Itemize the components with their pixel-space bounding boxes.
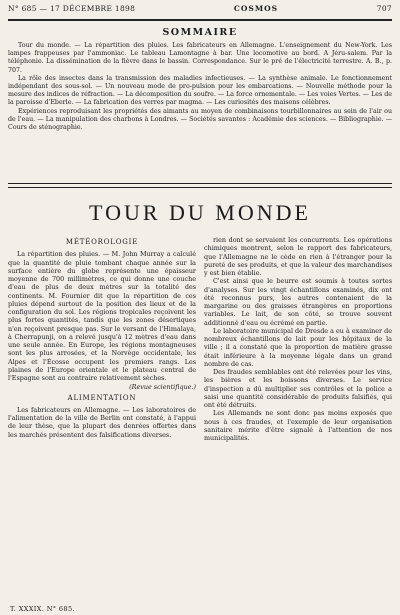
sommaire-title: SOMMAIRE: [162, 27, 238, 38]
right-column: [204, 236, 392, 442]
issue-date: — 17 DÉCEMBRE 1898: [39, 4, 136, 13]
article-paragraph: Des fraudes semblables ont été relevées pour les vins, les bières et les boissons diverses. Le service d'inspection a dû multiplier ses contrôles et la police a saisi une quantité considérable de produits falsifiés, qui ont été détruits.: [204, 368, 392, 409]
article-paragraph: C'est ainsi que le beurre est soumis à toutes sortes d'analyses. Sur les vingt échantillons examinés, dix ont été reconnus purs, les autres contenaient de la margarine ou des graisses étrangères en proportions variables. Le lait, de son côté, se trouve souvent additionné d'eau ou écrémé en partie.: [204, 277, 392, 327]
article-columns: [8, 236, 392, 442]
article-paragraph: Les Allemands ne sont donc pas moins exposés que nous à ces fraudes, et l'exemple de leur organisation sanitaire mérite d'être signalé à l'attention de nos municipalités.: [204, 409, 392, 442]
issue-number: N° 685: [8, 4, 37, 13]
journal-name: COSMOS: [233, 4, 279, 13]
article-paragraph: Le laboratoire municipal de Dresde a eu à examiner de nombreux échantillons de lait pour les hôpitaux de la ville ; il a constaté que la proportion de matière grasse était inférieure à la moyenne légale dans un grand nombre de cas.: [204, 326, 392, 368]
running-header: [8, 4, 392, 16]
subhead-alimentation: ALIMENTATION: [67, 393, 137, 402]
article-paragraph: La répartition des pluies. — M. John Murray a calculé que la quantité de pluie tombant chaque année sur la surface entière du globe représente une épaisseur moyenne de 700 millimètres, ce qui donne une couche d'eau de plus de deux mètres sur la totalité des continents. M. Fournier dit que la répartition de ces pluies dépend surtout de la position des lieux et de la configuration du sol. Les régions tropicales reçoivent les plus fortes quantités, tandis que les zones désertiques n'en reçoivent presque pas. Sur le versant de l'Himalaya, à Cherrapunji, on a relevé jusqu'à 12 mètres d'eau dans une seule année. En Europe, les régions montagneuses sont les plus arrosées, et la Norvège occidentale, les Alpes et l'Écosse occupent les premiers rangs. Les plaines de l'Europe orientale et le plateau central de l'Espagne sont au contraire relativement sèches.: [8, 250, 196, 382]
issue-number-date: [8, 4, 135, 13]
subhead-meteorologie: MÉTÉOROLOGIE: [65, 238, 139, 246]
sommaire-paragraph: La rôle des insectes dans la transmission des maladies infectieuses. — La synthèse animale. Le fonctionnement indépendant des sous-sol. — Un nouveau mode de pro-pulsion pour les embarcations. — Nouvelle méthode pour la mesure des indices de réfraction. — La décomposition du soufre. — La force ornementale. — Les voies Vertes. — Les de la paroisse d'Eberle. — La fabrication des verres par magma. — Les curiosités des maisons célèbres.: [8, 74, 392, 107]
volume-footer: T. XXXIX. N° 685.: [10, 605, 75, 613]
section-title: TOUR DU MONDE: [89, 200, 311, 225]
page-number: 707: [376, 4, 392, 13]
article-paragraph: Les fabricateurs en Allemagne. — Les laboratoires de l'alimentation de la ville de Berlin ont constaté, à l'appui de leur thèse, que la plupart des denrées offertes dans les marchés présentent des falsifications diverses.: [8, 405, 196, 439]
sommaire-paragraph: Expériences reproduisant les propriétés des aimants au moyen de combinaisons tourbillonnaires au sein de l'air ou de l'eau. — La manipulation des charbons à Londres. — Sociétés savantes : Académie des sciences. — Bibliographie. — Cours de sténographie.: [8, 107, 392, 132]
left-column: [8, 236, 196, 442]
header-rule: [8, 19, 392, 21]
source-citation: (Revue scientifique.): [129, 383, 196, 392]
article-paragraph: rien dont se servaient les concurrents. Les opérations chimiques montrent, selon le rapport des fabricateurs, que l'Allemagne ne le cède en rien à l'étranger pour la pureté de ses produits, et que la valeur des marchandises y est bien établie.: [204, 236, 392, 277]
sommaire-paragraph: Tour du monde. — La répartition des pluies. Les fabricateurs en Allemagne. L'enseignement du New-York. Les lampes frappeuses par l'ammoniac. Le tableau Lamontagne à bar. Une locomotive au bord. A Jéru-salem. Par la téléphonie. La dissémination de la fièvre dans le bassin. Correspondance. Sur le pré de l'électricité terrestre. A. B., p. 707.: [8, 42, 392, 74]
sommaire-body: [8, 42, 392, 180]
sommaire-divider: [8, 183, 392, 188]
